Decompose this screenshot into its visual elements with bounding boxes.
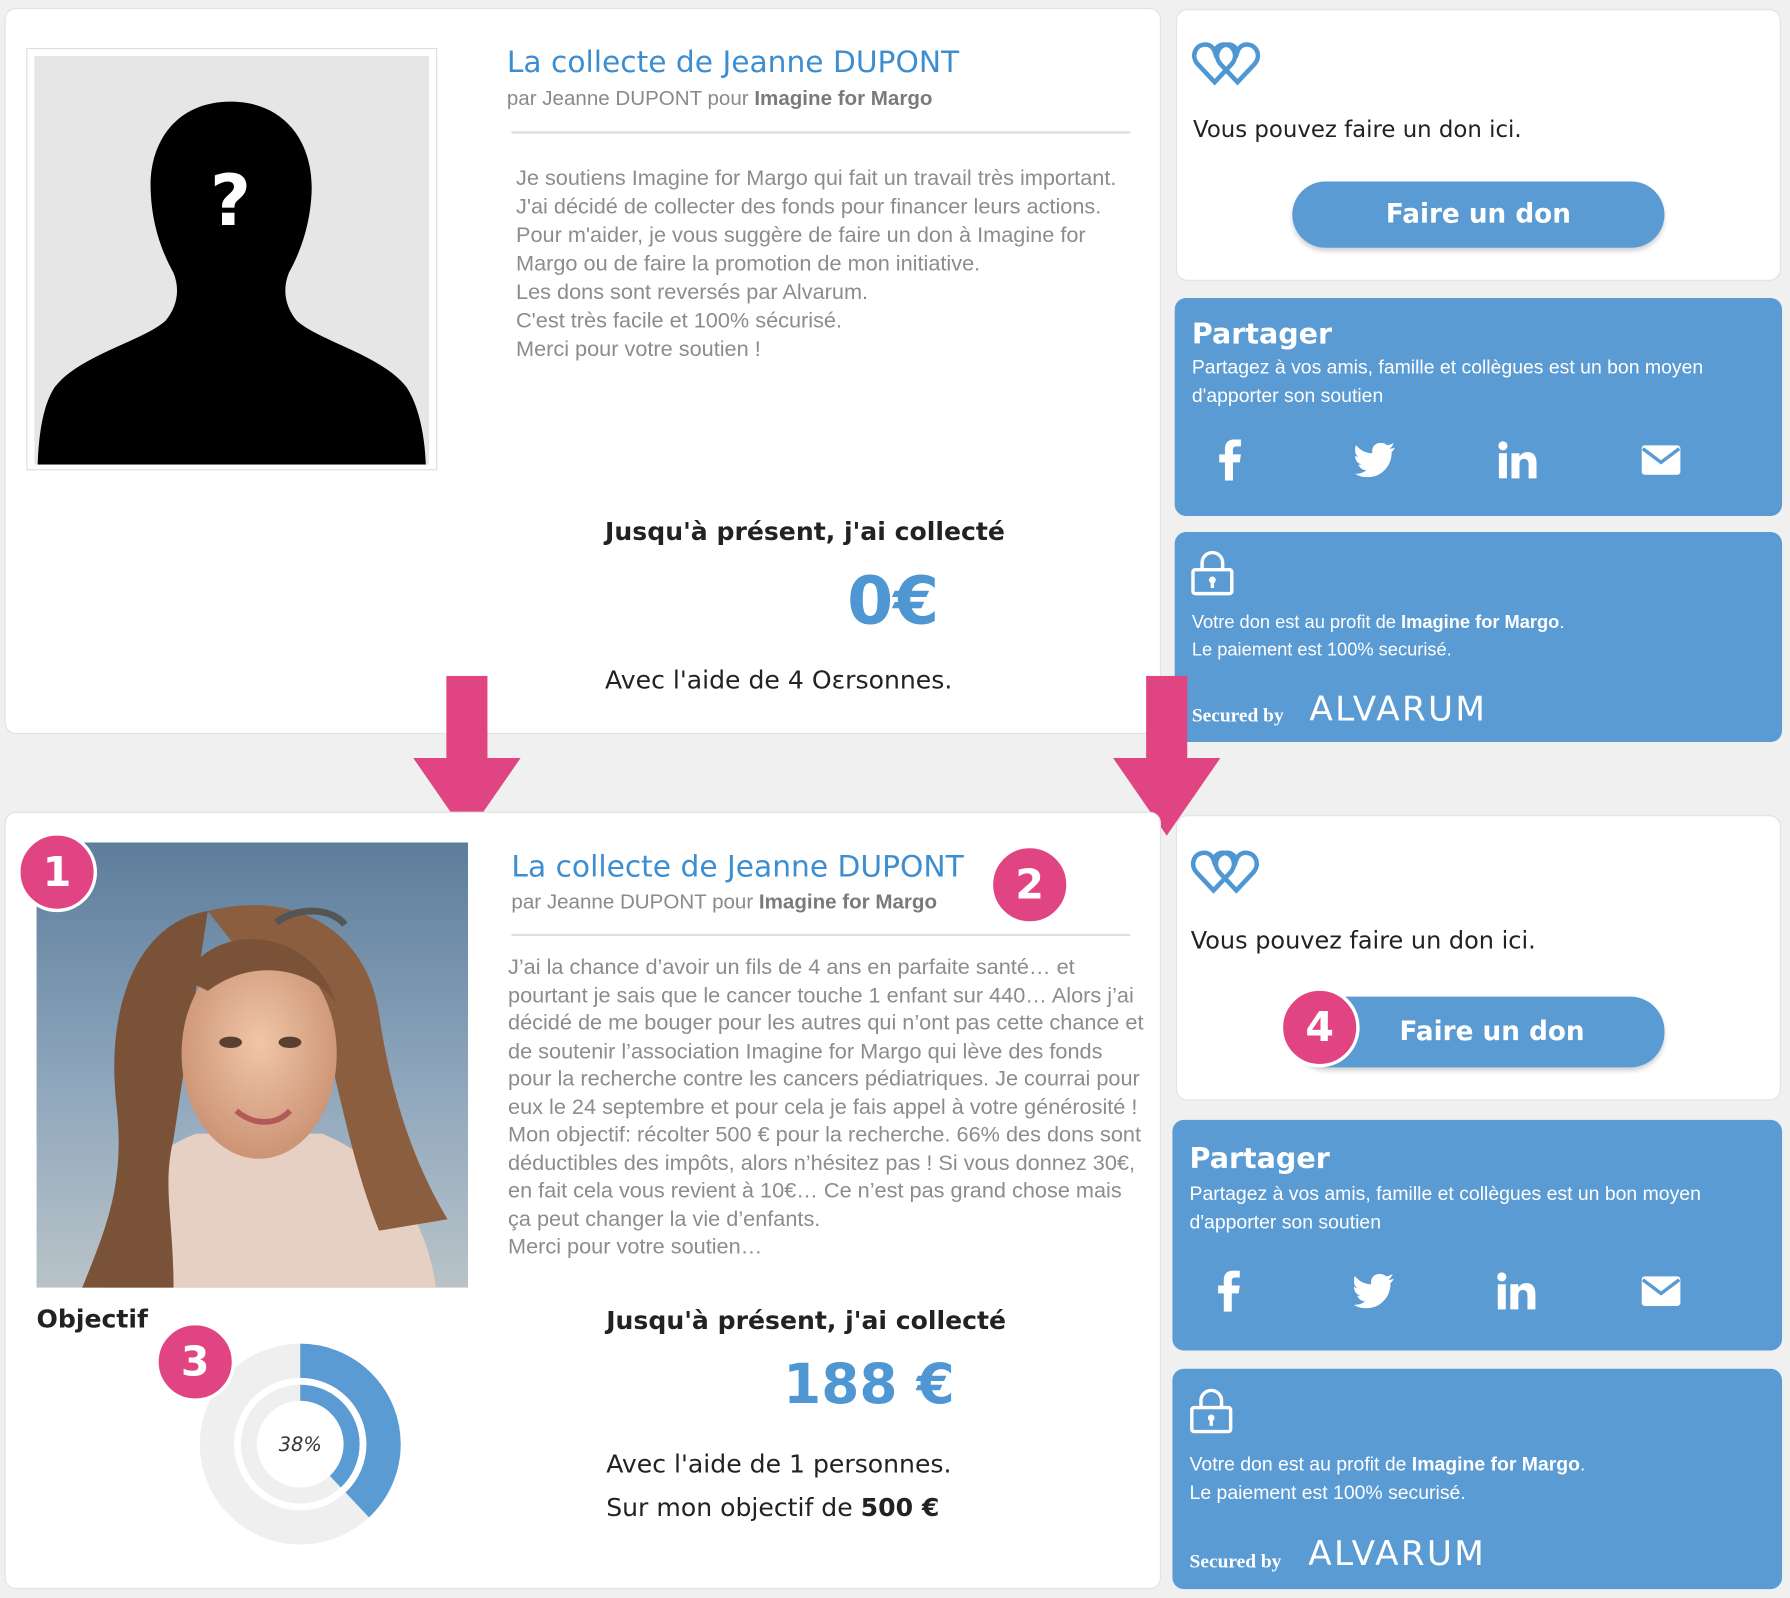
after-divider (511, 934, 1130, 936)
after-story: J’ai la chance d’avoir un fils de 4 ans en parfaite santé… et pourtant je sais que le cancer touche 1 enfant sur 440… Alors j’ai décidé de me bouger pour les autres qui n’ont pas cette chance et de soutenir l’association Imagine for Margo qui lève des fonds pour la recherche contre les cancers pédiatriques. Je courrai pour eux le 24 septembre et pour cela je fais appel à votre générosité ! Mon objectif: récolter 500 € pour la recherche. 66% des dons sont déductibles des impôts, alors n’hésitez pas ! Si vous donnez 30€, en fait cela vous revient à 10€… Ce n’est pas grand chose mais ça peut changer la vie d’enfants. Merci pour votre soutien… (508, 955, 1144, 1260)
donut-percent-label: 38% (278, 1432, 322, 1456)
after-byline (511, 890, 937, 914)
linkedin-icon[interactable] (1489, 432, 1546, 489)
before-secure-line2: Le paiement est 100% securisé. (1191, 640, 1452, 660)
badge-2: 2 (990, 845, 1070, 925)
avatar-question-mark: ? (210, 158, 252, 242)
alvarum-logo: ALVARUM (1308, 1534, 1487, 1575)
twitter-icon[interactable] (1347, 432, 1404, 489)
secure-prefix: Votre don est au profit de (1189, 1453, 1412, 1475)
secure-suffix: . (1559, 613, 1565, 633)
before-secure-line1 (1192, 610, 1763, 637)
after-fundraiser-title[interactable]: La collecte de Jeanne DUPONT (511, 850, 964, 885)
objective-label: Objectif (36, 1305, 148, 1335)
goal-prefix: Sur mon objectif de (606, 1494, 861, 1523)
after-secured-by: Secured by (1189, 1550, 1282, 1572)
byline-org[interactable]: Imagine for Margo (758, 890, 938, 914)
badge-3: 3 (155, 1322, 235, 1402)
badge-1: 1 (17, 832, 97, 912)
goal-value: 500 € (860, 1494, 940, 1523)
alvarum-logo: ALVARUM (1309, 689, 1488, 730)
before-byline (507, 87, 933, 111)
after-helpers: Avec l'aide de 1 personnes. (606, 1450, 952, 1480)
byline-org[interactable]: Imagine for Margo (754, 86, 933, 110)
secure-prefix: Votre don est au profit de (1191, 613, 1402, 633)
after-donate-button[interactable]: Faire un don (1292, 997, 1664, 1068)
twitter-icon[interactable] (1346, 1263, 1403, 1320)
hearts-icon (1192, 41, 1263, 87)
before-donate-button[interactable]: Faire un don (1292, 182, 1664, 248)
linkedin-icon[interactable] (1488, 1263, 1545, 1320)
byline-prefix: par Jeanne DUPONT pour (506, 86, 755, 110)
silhouette-icon (34, 56, 429, 465)
after-secure-line2: Le paiement est 100% securisé. (1189, 1481, 1466, 1504)
after-amount: 188 € (783, 1352, 955, 1417)
byline-prefix: par Jeanne DUPONT pour (511, 890, 759, 914)
portrait-photo (37, 843, 469, 1288)
mail-icon[interactable] (1632, 1263, 1689, 1320)
facebook-icon[interactable] (1200, 1263, 1257, 1320)
hearts-icon (1191, 849, 1262, 895)
lock-icon (1191, 550, 1234, 596)
secure-org: Imagine for Margo (1401, 613, 1560, 633)
before-fundraiser-title[interactable]: La collecte de Jeanne DUPONT (506, 45, 960, 80)
before-story: Je soutiens Imagine for Margo qui fait un travail très important. J'ai décidé de collecter des fonds pour financer leurs actions. Pour m'aider, je vous suggère de faire un don à Imagine for Margo ou de faire la promotion de mon initiative. Les dons sont reversés par Alvarum. C'est très facile et 100% sécurisé. Merci pour votre soutien ! (516, 166, 1117, 362)
after-share-title: Partager (1189, 1141, 1330, 1175)
before-donate-prompt: Vous pouvez faire un don ici. (1192, 115, 1522, 143)
secure-org: Imagine for Margo (1411, 1453, 1581, 1475)
before-divider (511, 131, 1130, 133)
badge-4: 4 (1280, 987, 1360, 1067)
after-share-text: Partagez à vos amis, famille et collègues est un bon moyen d'apporter son soutien (1189, 1182, 1701, 1233)
after-goal (606, 1494, 939, 1523)
secure-suffix: . (1580, 1453, 1586, 1475)
lock-icon (1190, 1388, 1233, 1434)
before-amount: 0€ (847, 561, 940, 640)
facebook-icon[interactable] (1201, 432, 1258, 489)
after-donate-prompt: Vous pouvez faire un don ici. (1190, 926, 1536, 955)
before-avatar-frame (26, 48, 437, 470)
after-secure-line1 (1190, 1451, 1761, 1478)
after-collected-heading: Jusqu'à présent, j'ai collecté (606, 1307, 1007, 1336)
before-share-title: Partager (1191, 317, 1333, 351)
before-secured-by: Secured by (1191, 704, 1284, 727)
before-share-text: Partagez à vos amis, famille et collègues est un bon moyen d'apporter son soutien (1191, 356, 1704, 407)
before-collected-heading: Jusqu'à présent, j'ai collecté (605, 518, 1005, 547)
mail-icon[interactable] (1632, 432, 1689, 489)
before-helpers: Avec l'aide de 4 Oɛrsonnes. (605, 666, 953, 696)
